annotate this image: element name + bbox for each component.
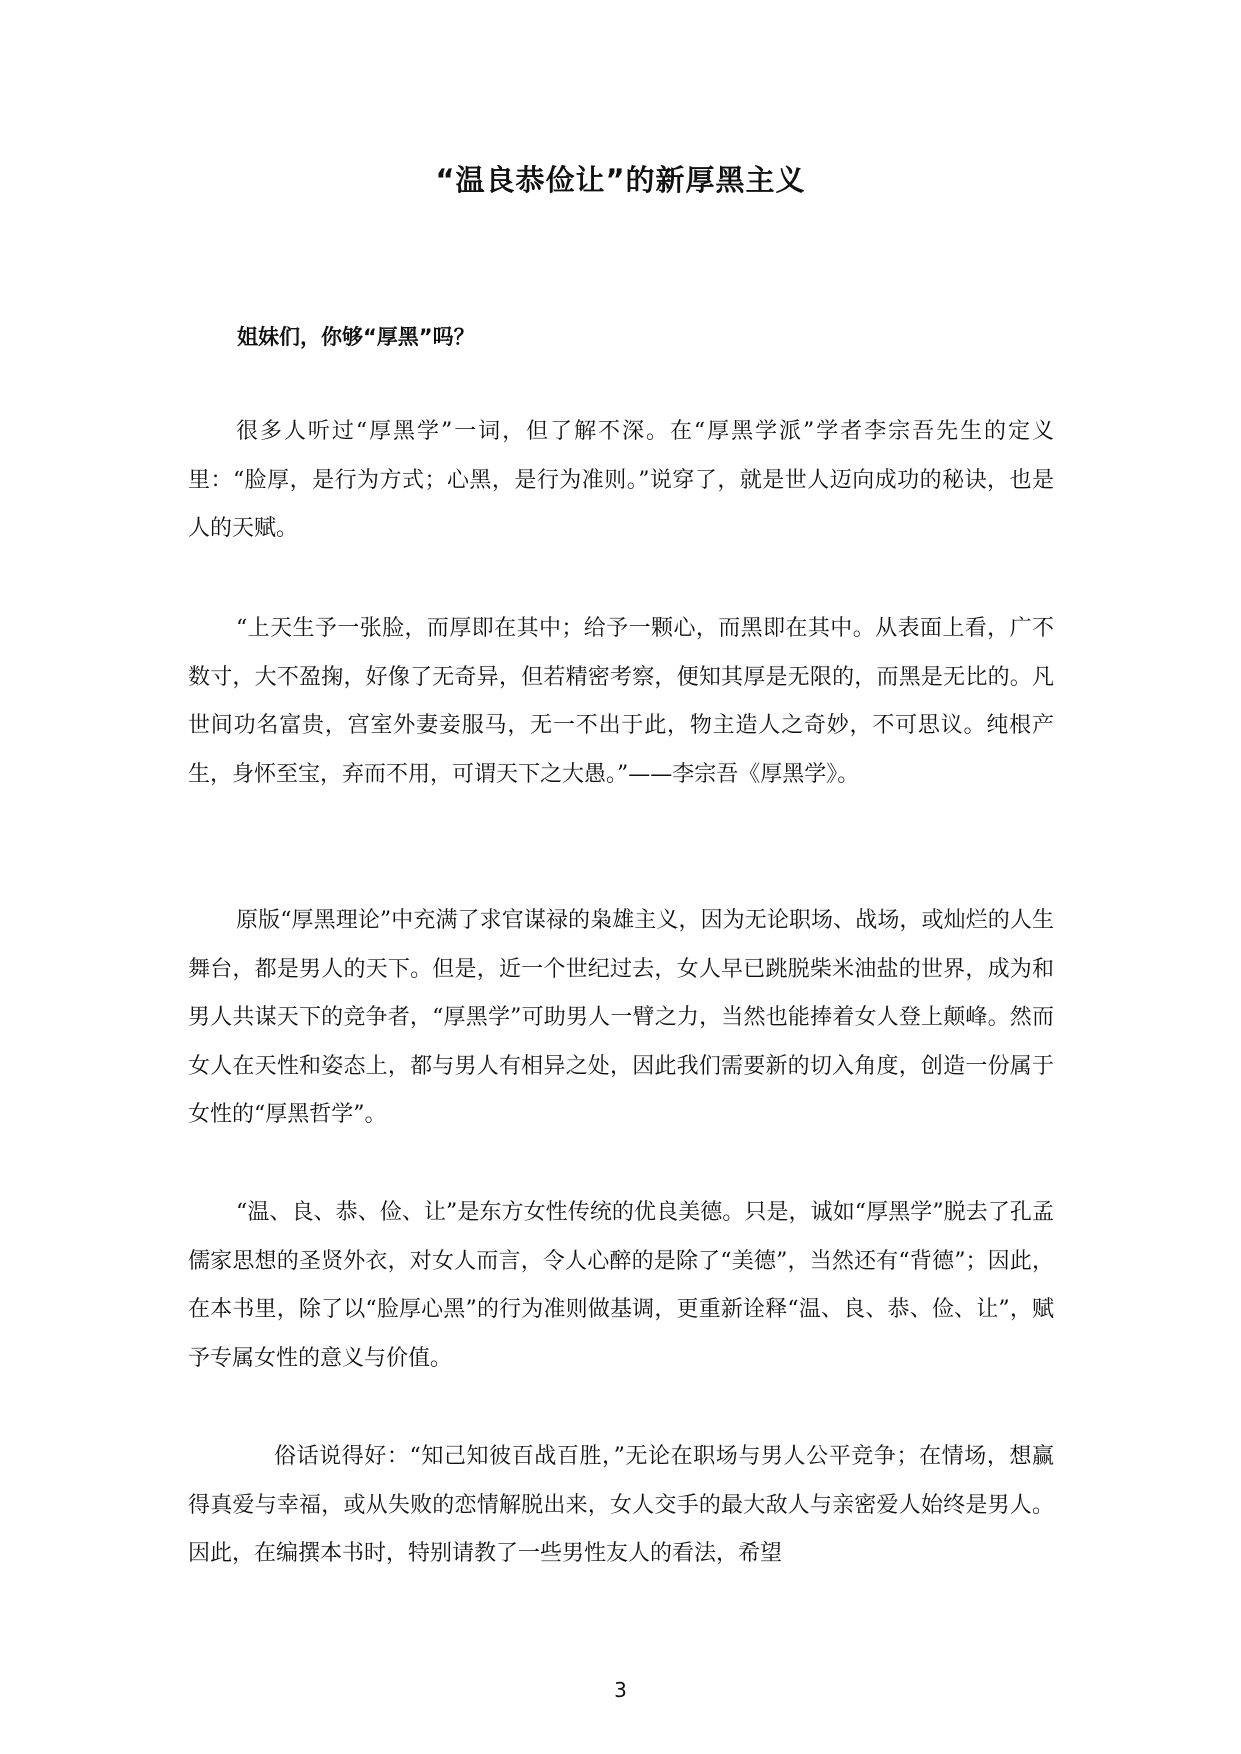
document-title: “温良恭俭让”的新厚黑主义 xyxy=(435,163,806,197)
page-number: 3 xyxy=(614,1678,627,1702)
body-paragraph-2: “上天生予一张脸，而厚即在其中；给予一颗心，而黑即在其中。从表面上看，广不数寸，大不盈掬，好像了无奇异，但若精密考察，便知其厚是无限的，而黑是无比的。凡世间功名富贵，宫室外妻妾服马，无一不出于此，物主造人之奇妙，不可思议。纯根产生，身怀至宝，弃而不用，可谓天下之大愚。”——李宗吾《厚黑学》。 xyxy=(188,616,1054,787)
body-paragraph-1: 很多人听过“厚黑学”一词，但了解不深。在“厚黑学派”学者李宗吾先生的定义里：“脸厚，是行为方式；心黑，是行为准则。”说穿了，就是世人迈向成功的秘诀，也是人的天赋。 xyxy=(188,419,1054,541)
section-heading: 姐妹们，你够“厚黑”吗？ xyxy=(237,325,475,349)
body-paragraph-4: “温、良、恭、俭、让”是东方女性传统的优良美德。只是，诚如“厚黑学”脱去了孔孟儒家思想的圣贤外衣，对女人而言，令人心醉的是除了“美德”，当然还有“背德”；因此，在本书里，除了以“脸厚心黑”的行为准则做基调，更重新诠释“温、良、恭、俭、让”，赋予专属女性的意义与价值。 xyxy=(188,1200,1054,1371)
body-paragraph-3: 原版“厚黑理论”中充满了求官谋禄的枭雄主义，因为无论职场、战场，或灿烂的人生舞台，都是男人的天下。但是，近一个世纪过去，女人早已跳脱柴米油盐的世界，成为和男人共谋天下的竞争者，“厚黑学”可助男人一臂之力，当然也能捧着女人登上颠峰。然而女人在天性和姿态上，都与男人有相异之处，因此我们需要新的切入角度，创造一份属于女性的“厚黑哲学”。 xyxy=(188,908,1054,1127)
body-paragraph-5: 俗话说得好：“知己知彼百战百胜，”无论在职场与男人公平竞争；在情场，想赢得真爱与幸福，或从失败的恋情解脱出来，女人交手的最大敌人与亲密爱人始终是男人。因此，在编撰本书时，特别请教了一些男性友人的看法，希望 xyxy=(188,1444,1054,1566)
